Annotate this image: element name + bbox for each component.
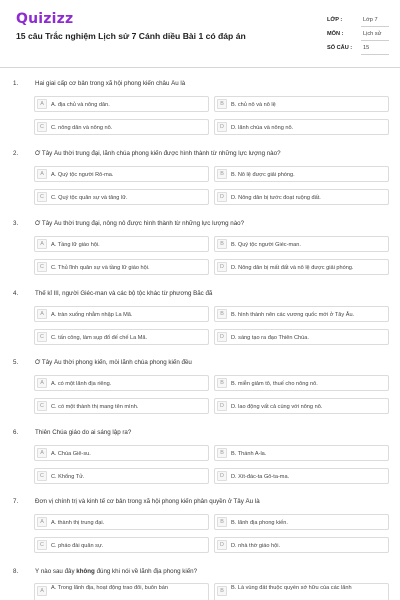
option-letter: B	[217, 586, 227, 596]
option-a[interactable]	[34, 306, 209, 322]
option-text: A. tràn xuống nhằm nhập La Mã.	[51, 311, 133, 318]
option-letter: D	[217, 471, 227, 481]
question-number: 4.	[13, 290, 19, 297]
option-letter: C	[37, 262, 47, 272]
option-text: C. Quý tộc quân sự và tăng lữ.	[51, 194, 128, 201]
option-b[interactable]	[214, 514, 389, 530]
option-letter: A	[37, 239, 47, 249]
meta-count-underline	[361, 54, 389, 55]
option-text: C. có một thành thị mang tên mình.	[51, 403, 139, 410]
option-text: D. Nông dân bị mất đất và nô lệ được giải phóng.	[231, 264, 354, 271]
option-text: B. lãnh địa phong kiến.	[231, 519, 288, 526]
question-number: 3.	[13, 220, 19, 227]
meta-grade-underline	[361, 26, 389, 27]
option-letter: A	[37, 517, 47, 527]
option-a[interactable]	[34, 445, 209, 461]
question-text: Ở Tây Âu thời trung đại, nông nô được hình thành từ những lực lượng nào?	[35, 220, 245, 227]
option-d[interactable]	[214, 329, 389, 345]
option-letter: B	[217, 169, 227, 179]
question-6	[0, 429, 400, 499]
question-5	[0, 359, 400, 429]
option-text: B. hình thành nên các vương quốc mới ở Tây Âu.	[231, 311, 355, 318]
option-letter: D	[217, 540, 227, 550]
option-letter: D	[217, 122, 227, 132]
option-letter: B	[217, 239, 227, 249]
option-text: B. Thánh A-la.	[231, 450, 267, 457]
option-text: B. Là vùng đất thuộc quyền sở hữu của các lãnh	[231, 585, 352, 591]
header-divider	[0, 67, 400, 68]
option-text: A. Tầng lữ giáo hội.	[51, 241, 100, 248]
meta-subject-underline	[361, 40, 389, 41]
option-letter: D	[217, 262, 227, 272]
question-number: 1.	[13, 80, 19, 87]
option-text: C. Khổng Tử.	[51, 473, 85, 480]
quizizz-logo: Quizizz	[16, 11, 74, 27]
option-a[interactable]	[34, 514, 209, 530]
option-b[interactable]	[214, 445, 389, 461]
option-d[interactable]	[214, 468, 389, 484]
option-b[interactable]	[214, 236, 389, 252]
option-c[interactable]	[34, 329, 209, 345]
option-a[interactable]	[34, 583, 209, 600]
question-text: Ở Tây Âu thời phong kiến, mỗi lãnh chúa phong kiến đều	[35, 359, 192, 366]
option-text: A. thành thị trung đại.	[51, 519, 105, 526]
option-letter: A	[37, 448, 47, 458]
option-text: A. có một lãnh địa riêng.	[51, 380, 112, 387]
question-text: Thế kỉ III, người Giéc-man và các bộ tộc khác từ phương Bắc đã	[35, 290, 213, 297]
meta-grade-value: Lớp 7	[363, 17, 378, 23]
option-letter: B	[217, 448, 227, 458]
option-text: A. địa chủ và nông dân.	[51, 101, 110, 108]
option-b[interactable]	[214, 583, 389, 600]
option-letter: A	[37, 586, 47, 596]
option-text: C. nông dân và nông nô.	[51, 124, 113, 131]
option-b[interactable]	[214, 166, 389, 182]
meta-count-label: SỐ CÂU :	[327, 45, 353, 51]
option-d[interactable]	[214, 537, 389, 553]
option-letter: C	[37, 401, 47, 411]
option-letter: B	[217, 517, 227, 527]
option-letter: D	[217, 192, 227, 202]
option-d[interactable]	[214, 398, 389, 414]
question-number: 7.	[13, 498, 19, 505]
option-c[interactable]	[34, 468, 209, 484]
question-7	[0, 498, 400, 568]
option-d[interactable]	[214, 119, 389, 135]
option-a[interactable]	[34, 236, 209, 252]
option-text: B. chủ nô và nô lệ	[231, 101, 276, 108]
question-text: Đơn vị chính trị và kinh tế cơ bản trong xã hội phong kiến phân quyền ở Tây Âu là	[35, 498, 260, 505]
option-letter: D	[217, 401, 227, 411]
option-letter: B	[217, 309, 227, 319]
option-text: D. Nông dân bị tước đoạt ruộng đất.	[231, 194, 321, 201]
option-c[interactable]	[34, 189, 209, 205]
option-text: A. Trong lãnh địa, hoạt động trao đổi, buôn bán	[51, 585, 168, 591]
option-b[interactable]	[214, 375, 389, 391]
option-text: D. lao động vất cả cùng với nông nô.	[231, 403, 323, 410]
option-letter: A	[37, 99, 47, 109]
meta-subject-value: Lịch sử	[363, 31, 382, 37]
question-number: 5.	[13, 359, 19, 366]
option-d[interactable]	[214, 259, 389, 275]
question-2	[0, 150, 400, 220]
option-text: A. Quý tộc người Rô-ma.	[51, 171, 114, 178]
option-c[interactable]	[34, 398, 209, 414]
question-number: 6.	[13, 429, 19, 436]
option-c[interactable]	[34, 537, 209, 553]
question-3	[0, 220, 400, 290]
meta-subject-label: MÔN :	[327, 31, 344, 37]
option-d[interactable]	[214, 189, 389, 205]
option-text: C. pháo đài quân sự.	[51, 542, 104, 549]
option-a[interactable]	[34, 96, 209, 112]
question-4	[0, 290, 400, 360]
option-letter: D	[217, 332, 227, 342]
option-letter: C	[37, 122, 47, 132]
meta-grade-label: LỚP :	[327, 17, 343, 23]
option-text: C. Thủ lĩnh quân sự và tầng lữ giáo hội.	[51, 264, 150, 271]
option-c[interactable]	[34, 119, 209, 135]
option-letter: A	[37, 378, 47, 388]
option-letter: B	[217, 378, 227, 388]
option-text: D. sáng tạo ra đạo Thiên Chúa.	[231, 334, 309, 341]
option-text: D. Xít-đác-ta Gô-ta-ma.	[231, 473, 290, 480]
page-title: 15 câu Trắc nghiệm Lịch sử 7 Cánh diều Bài 1 có đáp án	[16, 31, 246, 41]
question-number: 8.	[13, 568, 19, 575]
option-text: D. nhà thờ giáo hội.	[231, 542, 281, 549]
option-letter: B	[217, 99, 227, 109]
option-letter: A	[37, 309, 47, 319]
option-a[interactable]	[34, 166, 209, 182]
question-text: Hai giai cấp cơ bản trong xã hội phong kiến châu Âu là	[35, 80, 186, 87]
option-text: B. Quý tộc người Giéc-man.	[231, 241, 301, 248]
question-8	[0, 568, 400, 600]
question-text: Thiên Chúa giáo do ai sáng lập ra?	[35, 429, 132, 436]
option-letter: C	[37, 540, 47, 550]
option-text: A. Chúa Giê-su.	[51, 450, 91, 457]
option-letter: A	[37, 169, 47, 179]
option-b[interactable]	[214, 306, 389, 322]
option-letter: C	[37, 471, 47, 481]
question-number: 2.	[13, 150, 19, 157]
option-letter: C	[37, 192, 47, 202]
option-text: B. miễn giảm tô, thuế cho nông nô.	[231, 380, 318, 387]
question-text: Ý nào sau đây không đúng khi nói về lãnh địa phong kiến?	[35, 568, 198, 575]
meta-count-value: 15	[363, 45, 370, 51]
option-text: B. Nô lệ được giải phóng.	[231, 171, 295, 178]
option-c[interactable]	[34, 259, 209, 275]
question-1	[0, 80, 400, 150]
option-text: C. tấn công, làm sụp đổ đế chế La Mã.	[51, 334, 148, 341]
option-letter: C	[37, 332, 47, 342]
question-text: Ở Tây Âu thời trung đại, lãnh chúa phong kiến được hình thành từ những lực lượng nào?	[35, 150, 281, 157]
option-b[interactable]	[214, 96, 389, 112]
option-a[interactable]	[34, 375, 209, 391]
option-text: D. lãnh chúa và nông nô.	[231, 124, 294, 131]
document-header	[0, 0, 400, 66]
